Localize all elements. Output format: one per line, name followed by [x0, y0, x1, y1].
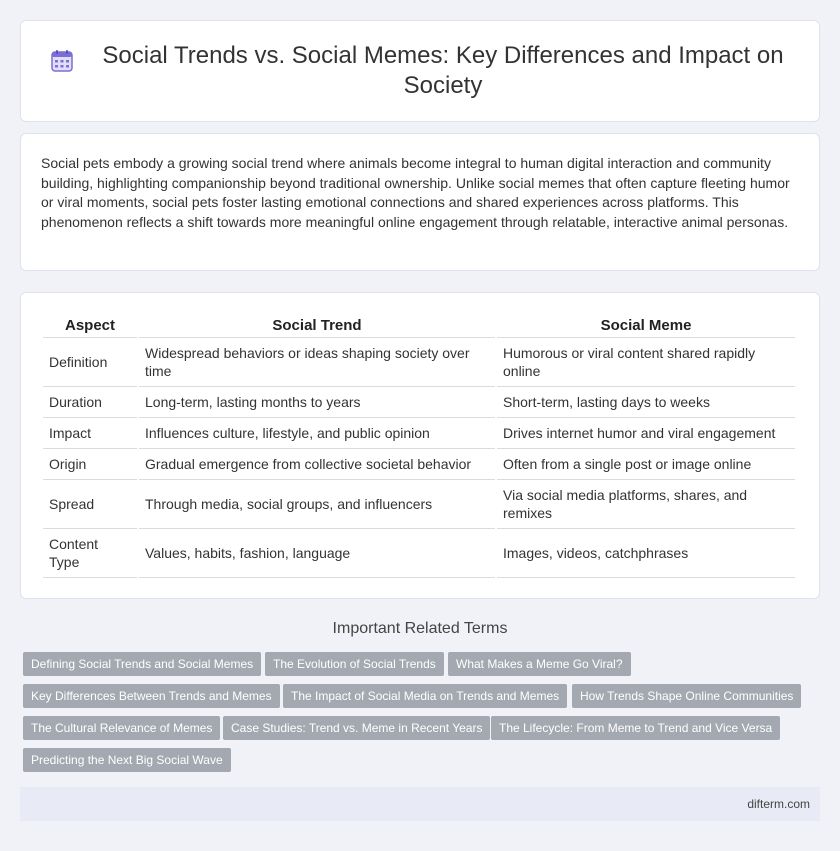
intro-card — [20, 133, 820, 271]
cell-meme: Often from a single post or image online — [497, 449, 795, 480]
table-row — [43, 480, 795, 529]
title-card — [20, 20, 820, 122]
related-tag[interactable]: The Impact of Social Media on Trends and Memes — [283, 684, 567, 708]
header-aspect: Aspect — [43, 315, 137, 338]
header-social-trend: Social Trend — [139, 315, 495, 338]
table-row — [43, 449, 795, 480]
related-tag[interactable]: Predicting the Next Big Social Wave — [23, 748, 231, 772]
cell-trend: Through media, social groups, and influencers — [139, 480, 495, 529]
cell-meme: Short-term, lasting days to weeks — [497, 387, 795, 418]
cell-trend: Long-term, lasting months to years — [139, 387, 495, 418]
comparison-card — [20, 292, 820, 599]
table-row — [43, 529, 795, 578]
table-header-row — [43, 315, 795, 338]
related-tag[interactable]: The Evolution of Social Trends — [265, 652, 444, 676]
cell-trend: Influences culture, lifestyle, and public opinion — [139, 418, 495, 449]
cell-meme: Via social media platforms, shares, and remixes — [497, 480, 795, 529]
table-row — [43, 418, 795, 449]
related-tag[interactable]: The Cultural Relevance of Memes — [23, 716, 220, 740]
cell-trend: Widespread behaviors or ideas shaping society over time — [139, 338, 495, 387]
cell-aspect: Duration — [43, 387, 137, 418]
related-terms-heading: Important Related Terms — [332, 620, 508, 637]
cell-trend: Values, habits, fashion, language — [139, 529, 495, 578]
calendar-icon — [50, 49, 74, 73]
related-tag[interactable]: The Lifecycle: From Meme to Trend and Vice Versa — [491, 716, 780, 740]
header-social-meme: Social Meme — [497, 315, 795, 338]
related-tag[interactable]: What Makes a Meme Go Viral? — [448, 652, 631, 676]
footer — [20, 787, 820, 821]
cell-trend: Gradual emergence from collective societal behavior — [139, 449, 495, 480]
cell-meme: Images, videos, catchphrases — [497, 529, 795, 578]
cell-meme: Drives internet humor and viral engagement — [497, 418, 795, 449]
comparison-table — [41, 315, 797, 578]
related-tag[interactable]: Case Studies: Trend vs. Meme in Recent Years — [223, 716, 490, 740]
cell-aspect: Definition — [43, 338, 137, 387]
cell-aspect: Spread — [43, 480, 137, 529]
cell-aspect: Impact — [43, 418, 137, 449]
table-row — [43, 387, 795, 418]
intro-paragraph: Social pets embody a growing social trend where animals become integral to human digital interaction and community building, highlighting companionship beyond traditional ownership. Unlike social memes that often capture fleeting humor or viral moments, social pets foster lasting emotional connections and shared experiences across platforms. This phenomenon reflects a shift towards more meaningful online engagement through relatable, interactive animal personas. — [41, 155, 790, 230]
page-title: Social Trends vs. Social Memes: Key Differences and Impact on Society — [102, 42, 784, 99]
footer-site[interactable]: difterm.com — [747, 797, 810, 811]
related-tag[interactable]: Key Differences Between Trends and Memes — [23, 684, 280, 708]
related-tag[interactable]: Defining Social Trends and Social Memes — [23, 652, 261, 676]
cell-aspect: Origin — [43, 449, 137, 480]
cell-aspect: Content Type — [43, 529, 137, 578]
related-tag[interactable]: How Trends Shape Online Communities — [572, 684, 801, 708]
table-row — [43, 338, 795, 387]
cell-meme: Humorous or viral content shared rapidly online — [497, 338, 795, 387]
